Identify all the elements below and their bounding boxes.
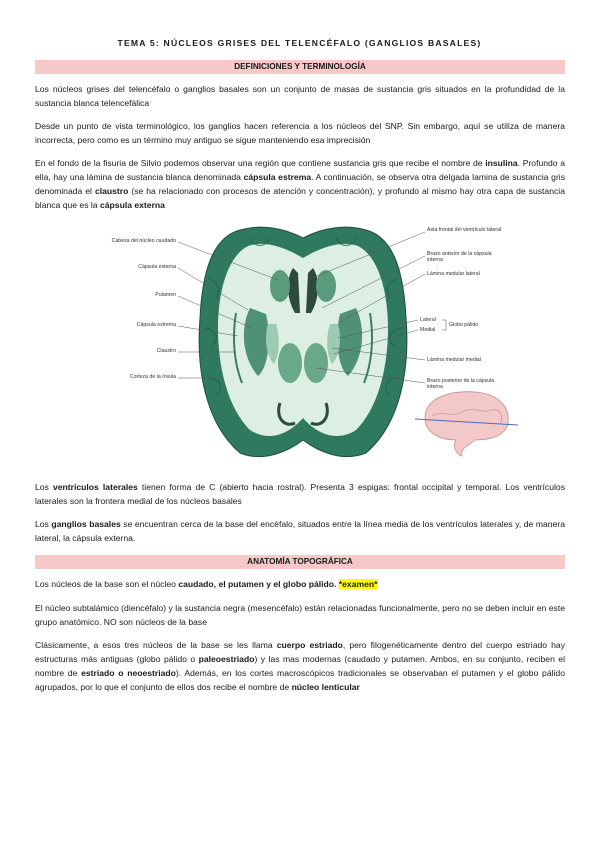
label-anterior-limb: Brazo anterior de la cápsula interna <box>427 251 492 263</box>
paragraph-striatum: Clásicamente, a esos tres núcleos de la base se les llama cuerpo estriado, pero filogenéticamente dentro del cuerpo estriado hay estructuras más antiguas (globo pálido o paleoestriado) y las mas modernas (caudado y putamen. Ambos, en su conjunto, reciben el nombre de estriado o neoestriado). Además, en los cortes macroscópicos tradicionales se observaban el putamen y el globo pálido agrupados, por lo que el conjunto de ellos dos recibe el nombre de núcleo lenticular <box>35 640 565 692</box>
paragraph-basal-ganglia: Los ganglios basales se encuentran cerca de la base del encéfalo, situados entre la línea media de los ventrículos laterales y, de manera lateral, la cápsula externa. <box>35 519 565 543</box>
label-lateral-medullary-lamina: Lámina medular lateral <box>427 271 480 277</box>
section-header-definitions: DEFINICIONES Y TERMINOLOGÍA <box>35 60 565 74</box>
label-medial-medullary-lamina: Lámina medular medial <box>427 357 481 363</box>
label-globus-pallidus: Globo pálido <box>449 322 479 328</box>
paragraph-base-nuclei: Los núcleos de la base son el núcleo caudado, el putamen y el globo pálido. *examen* <box>35 579 378 589</box>
brain-inset-icon <box>415 392 518 456</box>
label-external-capsule: Cápsula externa <box>138 264 176 270</box>
paragraph-insula: En el fondo de la fisuria de Silvio podemos observar una región que contiene sustancia gris que recibe el nombre de insulina. Profundo a ella, hay una lámina de sustancia blanca denominada cápsula estrema. A continuación, se observa otra delgada lamina de sustancia gris denominada el claustro (se ha relacionado con procesos de atención y concentración), y profundo al mismo hay otra capa de sustancia blanca que es la cápsula externa <box>35 158 566 210</box>
brain-section-figure <box>90 218 520 463</box>
label-frontal-horn: Asta frontal del ventrículo lateral <box>427 227 502 233</box>
label-caudate-head: Cabeza del núcleo caudado <box>111 238 176 244</box>
label-extreme-capsule: Cápsula extrema <box>136 322 176 328</box>
label-claustrum: Claustro <box>156 348 176 354</box>
label-lateral: Lateral <box>420 317 436 323</box>
page-title: TEMA 5: NÚCLEOS GRISES DEL TELENCÉFALO (GANGLIOS BASALES) <box>117 38 482 48</box>
label-medial: Medial <box>420 327 436 333</box>
paragraph-terminology: Desde un punto de vista terminológico, los ganglios hacen referencia a los núcleos del SNP. Sin embargo, aquí se utiliza de manera incorrecta, pero como es un término muy antiguo se sigue manteniendo esa imprecisión <box>35 121 565 145</box>
paragraph-ventricles: Los ventrículos laterales tienen forma de C (abierto hacia rostral). Presenta 3 espigas: frontal occipital y temporal. Los ventrículos laterales son la frontera medial de los núcleos basales <box>35 482 565 506</box>
label-insula-cortex: Corteza de la ínsula <box>129 374 176 380</box>
exam-highlight: *examen* <box>338 579 378 589</box>
label-putamen: Putamen <box>155 292 176 298</box>
section-header-topography: ANATOMÍA TOPOGRÁFICA <box>35 555 565 569</box>
paragraph-subthalamic: El núcleo subtalámico (diencéfalo) y la sustancia negra (mesencéfalo) están relacionadas funcionalmente, pero no se deben incluir en este grupo anatómico. NO son núcleos de la base <box>35 603 565 627</box>
label-posterior-limb: Brazo posterior de la cápsula interna <box>427 378 495 390</box>
paragraph-intro: Los núcleos grises del telencéfalo o ganglios basales son un conjunto de masas de sustancia gris situados en la profundidad de la sustancia blanca telencefálica <box>35 84 565 108</box>
